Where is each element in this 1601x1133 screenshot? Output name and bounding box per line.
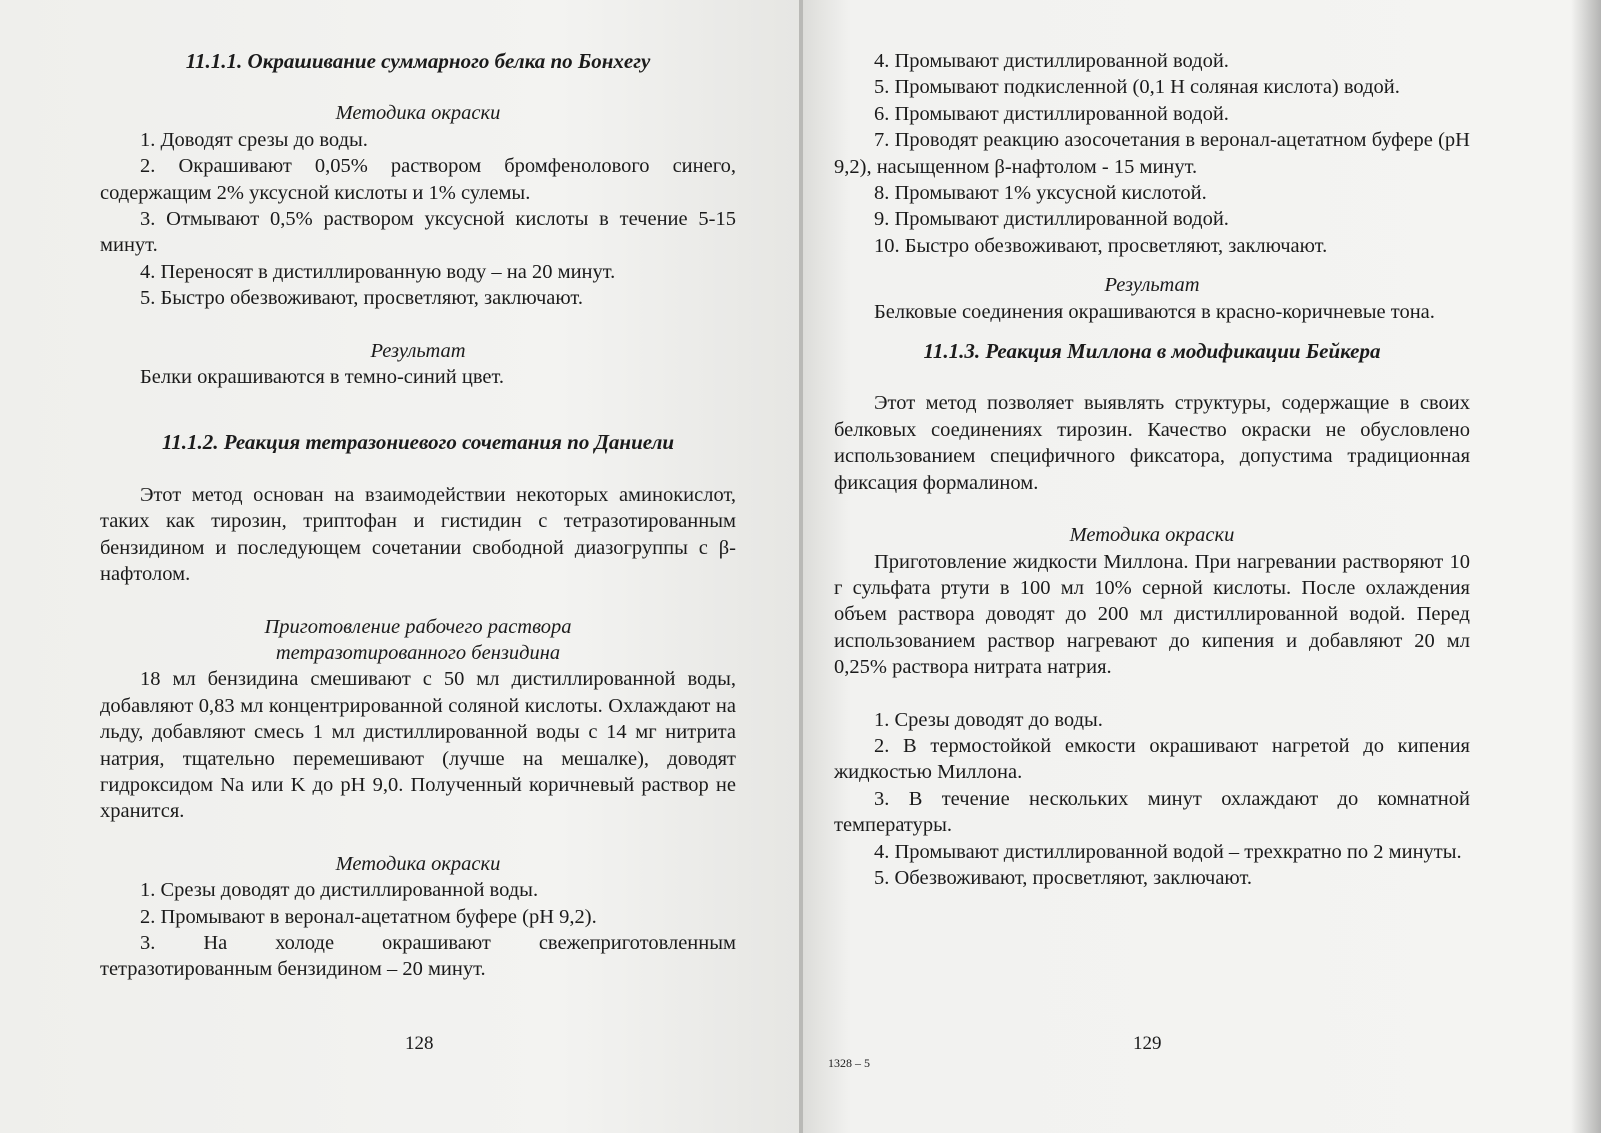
step-item: 4. Промывают дистиллированной водой. [874, 50, 1229, 72]
step-item: 2. Окрашивают 0,05% раствором бромфенолового синего, содержащим 2% уксусной кислоты и 1% сулемы. [100, 155, 736, 204]
step-item: 9. Промывают дистиллированной водой. [874, 208, 1229, 231]
prep-subheading-line1: Приготовление рабочего раствора [264, 615, 572, 638]
step-item: 8. Промывают 1% уксусной кислотой. [874, 182, 1207, 205]
prep-paragraph: Приготовление жидкости Миллона. При нагревании растворяют 10 г сульфата ртути в 100 мл 10% серной кислоты. После охлаждения объем раствора доводят до 200 мл дистиллированной водой. Перед использованием раствор нагревают до кипения и добавляют 20 мл 0,25% раствора нитрата натрия. [834, 550, 1470, 679]
step-item: 5. Быстро обезвоживают, просветляют, заключают. [140, 287, 583, 310]
step-item: 5. Обезвоживают, просветляют, заключают. [874, 866, 1253, 889]
step-item: 7. Проводят реакцию азосочетания в веронал-ацетатном буфере (pH 9,2), насыщенном β-нафтолом - 15 минут. [834, 129, 1470, 178]
step-item: 2. В термостойкой емкости окрашивают нагретой до кипения жидкостью Миллона. [834, 734, 1470, 784]
method-subheading: Методика окраски [335, 102, 501, 125]
result-text: Белки окрашиваются в темно-синий цвет. [140, 366, 505, 389]
page-number-left: 128 [405, 1033, 434, 1054]
step-item: 3. Отмывают 0,5% раствором уксусной кислоты в течение 5-15 минут. [100, 208, 736, 257]
page-edge-shadow [1571, 0, 1601, 1133]
prep-paragraph: 18 мл бензидина смешивают с 50 мл дистиллированной воды, добавляют 0,83 мл концентрированной соляной кислоты. Охлаждают на льду, добавляют смесь 1 мл дистиллированной воды с 14 мг нитрита натрия, тщательно перемешивают (лучше на мешалке), доводят гидроксидом Na или K до pH 9,0. Полученный коричневый раствор не хранится. [100, 668, 736, 823]
result-subheading: Результат [370, 339, 466, 362]
step-item: 6. Промывают дистиллированной водой. [874, 102, 1229, 125]
prep-subheading-line2: тетразотированного бензидина [275, 641, 561, 664]
right-text-column [834, 48, 1470, 891]
method-subheading-2: Методика окраски [335, 852, 501, 875]
intro-paragraph: Этот метод основан на взаимодействии некоторых аминокислот, таких как тирозин, триптофан и гистидин с тетразотированным бензидином и последующем сочетании свободной диазогруппы с β-нафтолом. [100, 483, 736, 586]
section-heading-11-1-1: 11.1.1. Окрашивание суммарного белка по Бонхегу [185, 49, 651, 73]
intro-paragraph: Этот метод позволяет выявлять структуры, содержащие в своих белковых соединениях тирозин. Качество окраски не обусловлено использованием специфичного фиксатора, допустима традиционная фиксация формалином. [834, 392, 1470, 494]
left-text-column [100, 48, 736, 983]
result-subheading: Результат [1104, 274, 1200, 297]
result-text: Белковые соединения окрашиваются в красно-коричневые тона. [874, 300, 1435, 323]
section-heading-11-1-3: 11.1.3. Реакция Миллона в модификации Бейкера [923, 339, 1381, 364]
step-item: 1. Срезы доводят до дистиллированной воды. [140, 879, 539, 902]
step-item: 3. На холоде окрашивают свежеприготовленным тетразотированным бензидином – 20 минут. [100, 931, 736, 981]
step-item: 4. Промывают дистиллированной водой – трехкратно по 2 минуты. [874, 840, 1462, 863]
page-number-right: 129 [1133, 1033, 1162, 1054]
right-page [803, 0, 1601, 1133]
step-item: 10. Быстро обезвоживают, просветляют, заключают. [874, 234, 1328, 257]
printer-signature-mark: 1328 – 5 [828, 1056, 870, 1070]
step-item: 4. Переносят в дистиллированную воду – на 20 минут. [140, 260, 616, 283]
step-item: 2. Промывают в веронал-ацетатном буфере (pH 9,2). [140, 905, 597, 928]
step-item: 1. Доводят срезы до воды. [140, 128, 368, 151]
step-item: 1. Срезы доводят до воды. [874, 708, 1103, 731]
method-subheading: Методика окраски [1069, 524, 1235, 547]
section-heading-11-1-2: 11.1.2. Реакция тетразониевого сочетания по Даниели [161, 430, 675, 455]
step-item: 3. В течение нескольких минут охлаждают до комнатной температуры. [834, 787, 1470, 837]
step-item: 5. Промывают подкисленной (0,1 Н соляная кислота) водой. [874, 76, 1400, 99]
left-page [0, 0, 800, 1133]
